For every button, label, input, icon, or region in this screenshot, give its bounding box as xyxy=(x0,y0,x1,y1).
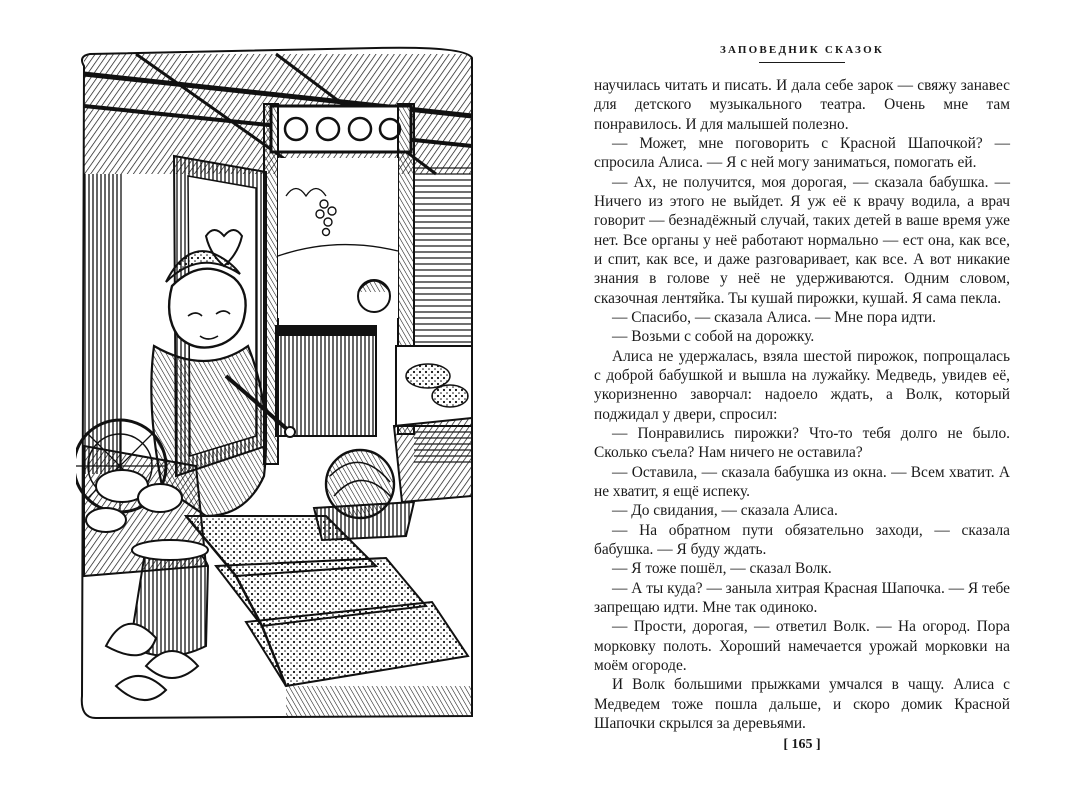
paragraph: — Оставила, — сказала бабушка из окна. — Всем хватит. А не хватит, я ещё испеку. xyxy=(594,463,1010,500)
paragraph: — Может, мне поговорить с Красной Шапочкой? — спросила Алиса. — Я с ней могу заниматься, помогать ей. xyxy=(594,134,1010,172)
running-head: ЗАПОВЕДНИК СКАЗОК xyxy=(720,44,884,56)
paragraph: научилась читать и писать. И дала себе зарок — свяжу занавес для детского музыкального театра. Очень мне там понравилось. И для малышей полезно. xyxy=(594,77,1010,133)
paragraph: — До свидания, — сказала Алиса. xyxy=(612,502,838,520)
paragraph: — Понравились пирожки? Что-то тебя долго не было. Сколько съела? Нам ничего не оставила? xyxy=(594,424,1010,462)
paragraph: — На обратном пути обязательно заходи, — сказала бабушка. — Я буду ждать. xyxy=(594,521,1010,558)
paragraph: — Спасибо, — сказала Алиса. — Мне пора идти. xyxy=(612,308,937,326)
illustration xyxy=(76,46,474,722)
running-head-rule xyxy=(759,62,845,63)
paragraph: — А ты куда? — заныла хитрая Красная Шапочка. — Я тебе запрещаю идти. Мне так одиноко. xyxy=(594,579,1011,616)
paragraph: — Я тоже пошёл, — сказал Волк. xyxy=(612,560,832,578)
paragraph: И Волк большими прыжками умчался в чащу. Алиса с Медведем тоже пошла дальше, и скоро домик Красной Шапочки скрылся за деревьями. xyxy=(594,676,1010,732)
paragraph: — Ах, не получится, моя дорогая, — сказала бабушка. — Ничего из этого не выйдет. Я уж её к врачу водила, а врач говорит — безнадёжный случай, таких детей в ваше время уже нет. Все органы у неё работают нормально — ест она, как все, и спит, как все, и даже разговаривает, как все. А вот никакие знания в голове у неё не удерживаются. Одним словом, сказочная лентяйка. Ты кушай пирожки, кушай. Я сама пекла. xyxy=(594,173,1010,307)
page-number: [ 165 ] xyxy=(783,737,821,752)
paragraph: — Прости, дорогая, — ответил Волк. — На огород. Пора морковку полоть. Хороший намечается урожай морковки на моём огороде. xyxy=(594,618,1010,674)
storybook-illustration-icon xyxy=(76,46,474,722)
paragraph: Алиса не удержалась, взяла шестой пирожок, попрощалась с доброй бабушкой и вышла на лужайку. Медведь, увидев её, укоризненно заворчал: надоело ждать, а Волк, который поджидал у двери, спросил: xyxy=(594,347,1010,423)
body-text xyxy=(594,76,1010,733)
paragraph: — Возьми с собой на дорожку. xyxy=(612,328,815,346)
